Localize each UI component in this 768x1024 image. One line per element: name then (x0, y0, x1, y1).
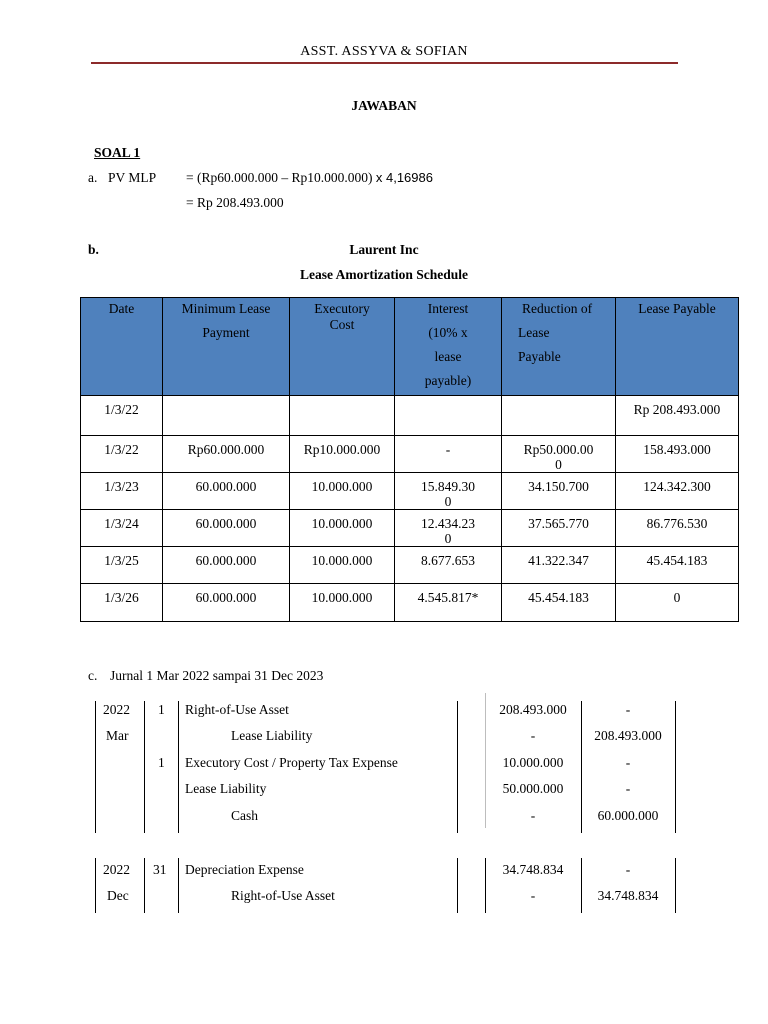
journal-credit: 208.493.000 (594, 728, 662, 743)
part-a-term: PV MLP (108, 170, 157, 185)
cell-lease-payable: 0 (616, 584, 739, 622)
journal-debit: - (530, 728, 536, 743)
journal1-line (178, 701, 179, 833)
journal-title: Jurnal 1 Mar 2022 sampai 31 Dec 2023 (110, 668, 324, 683)
cell-date: 1/3/23 (81, 473, 163, 510)
cell-date: 1/3/24 (81, 510, 163, 547)
journal1-month: Mar (106, 728, 129, 743)
cell-interest: 8.677.653 (395, 547, 502, 584)
cell-executory-cost: 10.000.000 (290, 547, 395, 584)
journal-debit: 208.493.000 (499, 702, 567, 717)
pv-factor: x 4,16986 (375, 170, 433, 185)
journal-credit: - (625, 702, 631, 717)
journal2-month: Dec (107, 888, 129, 903)
journal-credit: 60.000.000 (597, 808, 659, 823)
journal-debit: 50.000.000 (502, 781, 564, 796)
company-name: Laurent Inc (349, 242, 419, 257)
journal-account: Cash (231, 808, 258, 823)
cell-reduction: 37.565.770 (502, 510, 616, 547)
journal-debit: 34.748.834 (502, 862, 564, 877)
schedule-title: Lease Amortization Schedule (300, 267, 468, 282)
col-header-date: Date (81, 298, 163, 396)
journal-debit: 10.000.000 (502, 755, 564, 770)
lease-amortization-table (80, 297, 739, 622)
cell-minimum-lease-payment: 60.000.000 (163, 584, 290, 622)
cell-lease-payable: 45.454.183 (616, 547, 739, 584)
cell-executory-cost (290, 396, 395, 436)
cell-interest: 12.434.23 0 (395, 510, 502, 547)
cell-executory-cost: 10.000.000 (290, 584, 395, 622)
part-c-label: c. (88, 668, 98, 683)
journal-day: 1 (158, 702, 165, 717)
journal2-year: 2022 (103, 862, 130, 877)
col-header-lease-payable: Lease Payable (616, 298, 739, 396)
cell-lease-payable: 158.493.000 (616, 436, 739, 473)
table-row (81, 473, 739, 510)
journal-credit: - (625, 781, 631, 796)
journal1-line (95, 701, 96, 833)
journal1-line (457, 701, 458, 833)
journal-day: 31 (153, 862, 167, 877)
cell-executory-cost: 10.000.000 (290, 473, 395, 510)
soal-label: SOAL 1 (94, 145, 141, 160)
cell-reduction: 34.150.700 (502, 473, 616, 510)
cell-date: 1/3/26 (81, 584, 163, 622)
journal-account: Executory Cost / Property Tax Expense (185, 755, 398, 770)
part-a-label: a. (88, 170, 98, 185)
journal2-line (457, 858, 458, 913)
page-heading: JAWABAN (351, 98, 417, 113)
cell-lease-payable: Rp 208.493.000 (616, 396, 739, 436)
journal2-line (178, 858, 179, 913)
journal2-line (675, 858, 676, 913)
pv-formula: = (Rp60.000.000 – Rp10.000.000) (186, 170, 373, 185)
cell-date: 1/3/22 (81, 436, 163, 473)
cell-reduction: 41.322.347 (502, 547, 616, 584)
journal-credit: - (625, 862, 631, 877)
cell-minimum-lease-payment: 60.000.000 (163, 547, 290, 584)
table-row (81, 547, 739, 584)
journal-day: 1 (158, 755, 165, 770)
journal2-line (95, 858, 96, 913)
journal-debit: - (530, 888, 536, 903)
journal1-year: 2022 (103, 702, 130, 717)
header-divider (91, 62, 678, 64)
cell-reduction: 45.454.183 (502, 584, 616, 622)
journal-debit: - (530, 808, 536, 823)
journal1-line (675, 701, 676, 833)
cell-date: 1/3/22 (81, 396, 163, 436)
table-row (81, 436, 739, 473)
journal-account: Right-of-Use Asset (185, 702, 289, 717)
table-header-row (81, 298, 739, 396)
cell-interest: 15.849.30 0 (395, 473, 502, 510)
cell-lease-payable: 86.776.530 (616, 510, 739, 547)
cell-minimum-lease-payment: Rp60.000.000 (163, 436, 290, 473)
pv-result: = Rp 208.493.000 (186, 195, 284, 210)
journal-credit: 34.748.834 (597, 888, 659, 903)
cell-interest (395, 396, 502, 436)
cell-minimum-lease-payment: 60.000.000 (163, 510, 290, 547)
col-header-reduction-of-lease-payable: Reduction of Lease Payable (502, 298, 616, 396)
cell-reduction: Rp50.000.00 0 (502, 436, 616, 473)
table-row (81, 396, 739, 436)
col-header-executory-cost: Executory Cost (290, 298, 395, 396)
journal2-line (144, 858, 145, 913)
journal-account: Lease Liability (185, 781, 267, 796)
cell-date: 1/3/25 (81, 547, 163, 584)
journal-credit: - (625, 755, 631, 770)
journal1-line (144, 701, 145, 833)
col-header-minimum-lease-payment: Minimum Lease Payment (163, 298, 290, 396)
table-row (81, 510, 739, 547)
cell-minimum-lease-payment (163, 396, 290, 436)
table-row (81, 584, 739, 622)
pv-formula-line (186, 170, 433, 186)
col-header-interest: Interest (10% x lease payable) (395, 298, 502, 396)
journal-account: Right-of-Use Asset (231, 888, 335, 903)
cell-minimum-lease-payment: 60.000.000 (163, 473, 290, 510)
cell-lease-payable: 124.342.300 (616, 473, 739, 510)
cell-interest: 4.545.817* (395, 584, 502, 622)
page-header-title: ASST. ASSYVA & SOFIAN (300, 44, 468, 59)
cell-reduction (502, 396, 616, 436)
cell-executory-cost: Rp10.000.000 (290, 436, 395, 473)
cell-executory-cost: 10.000.000 (290, 510, 395, 547)
part-b-label: b. (88, 242, 99, 257)
cell-interest: - (395, 436, 502, 473)
journal-account: Lease Liability (231, 728, 313, 743)
journal-account: Depreciation Expense (185, 862, 304, 877)
